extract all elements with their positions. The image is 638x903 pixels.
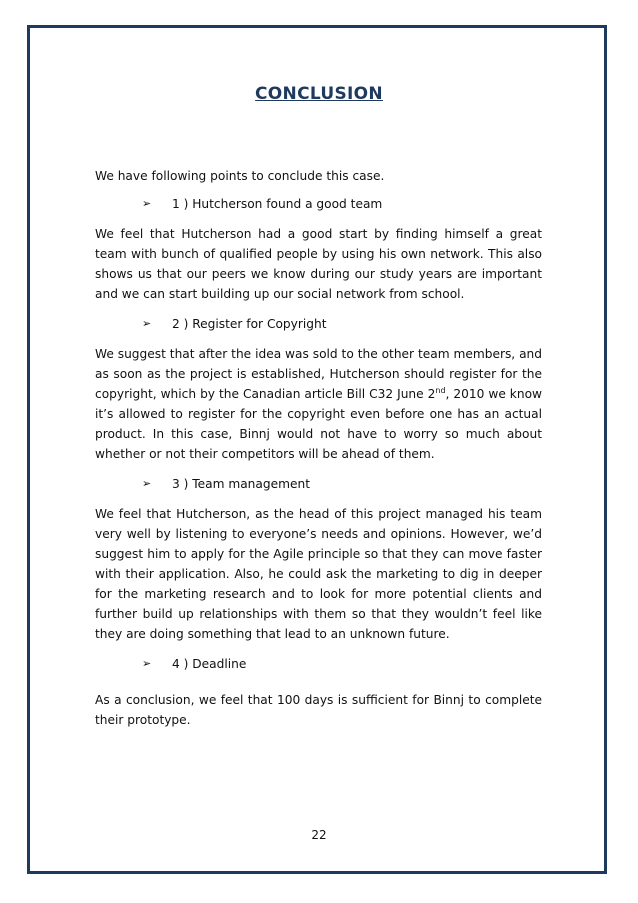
page-title: CONCLUSION xyxy=(255,84,383,104)
arrow-bullet-icon: ➢ xyxy=(142,197,152,210)
section-paragraph-2 xyxy=(95,344,542,464)
bullet-label: 2 ) Register for Copyright xyxy=(172,317,327,331)
bullet-item-4 xyxy=(95,654,542,674)
bullet-label: 3 ) Team management xyxy=(172,477,310,491)
paragraph-text: , 2010 we know it’s allowed to register for the copyright even before one has an actual product. In this case, Binnj would not have to worry so much about whether or not their competitors will be ahead of them. xyxy=(95,387,543,461)
arrow-bullet-icon: ➢ xyxy=(142,477,152,490)
document-body xyxy=(95,166,542,746)
intro-text: We have following points to conclude this case. xyxy=(95,169,385,183)
ordinal-suffix: nd xyxy=(435,385,446,395)
section-paragraph-3: We feel that Hutcherson, as the head of this project managed his team very well by listening to everyone’s needs and opinions. However, we’d suggest him to apply for the Agile principle so that they can move faster with their application. Also, he could ask the marketing to dig in deeper for the marketing research and to look for more potential clients and further build up relationships with them so that they wouldn’t feel like they are doing something that lead to an unknown future. xyxy=(95,507,542,641)
section-paragraph-1: We feel that Hutcherson had a good start by finding himself a great team with bunch of qualified people by using his own network. This also shows us that our peers we know during our study years are important and we can start building up our social network from school. xyxy=(95,227,542,301)
bullet-label: 1 ) Hutcherson found a good team xyxy=(172,197,383,211)
bullet-item-2 xyxy=(95,314,542,334)
arrow-bullet-icon: ➢ xyxy=(142,317,152,330)
paragraph-text: We suggest that after the idea was sold to the other team members, and as soon as the project is established, Hutcherson should register for the copyright, which by the Canadian article Bill C32 June 2 xyxy=(95,347,542,401)
bullet-item-1 xyxy=(95,194,542,214)
bullet-item-3 xyxy=(95,474,542,494)
arrow-bullet-icon: ➢ xyxy=(142,657,152,670)
conclusion-paragraph: As a conclusion, we feel that 100 days is sufficient for Binnj to complete their prototype. xyxy=(95,693,542,727)
bullet-label: 4 ) Deadline xyxy=(172,657,247,671)
page-number: 22 xyxy=(311,828,327,842)
